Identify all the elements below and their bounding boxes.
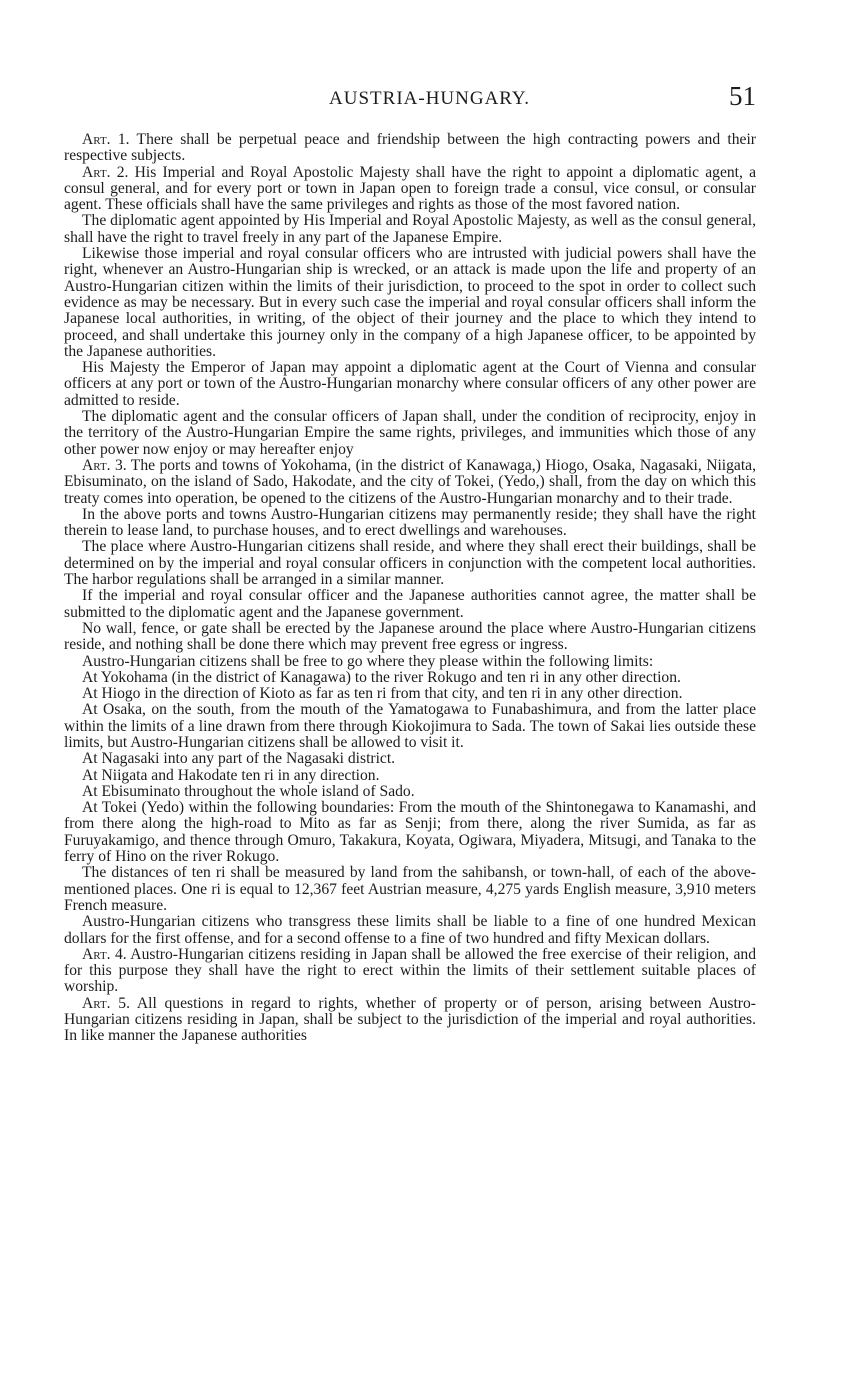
paragraph bbox=[64, 914, 756, 947]
paragraph bbox=[64, 621, 756, 654]
paragraph-text: The distances of ten ri shall be measured by land from the sahibansh, or town-hall, of each of the above-mentioned places. One ri is equal to 12,367 feet Austrian measure, 4,275 yards English measure, 3,910 meters French measure. bbox=[64, 864, 756, 914]
paragraph bbox=[64, 132, 756, 165]
paragraph bbox=[64, 670, 756, 686]
paragraph bbox=[64, 588, 756, 621]
paragraph-text: At Hiogo in the direction of Kioto as far as ten ri from that city, and ten ri in any other direction. bbox=[82, 685, 683, 703]
paragraph bbox=[64, 784, 756, 800]
paragraph bbox=[64, 686, 756, 702]
article-label: Art. 4. bbox=[82, 945, 127, 963]
paragraph-text: All questions in regard to rights, whether of property or of person, arising between Austro-Hungarian citizens residing in Japan, shall be subject to the jurisdiction of the imperial and royal authorities. In like manner the Japanese authorities bbox=[64, 994, 756, 1045]
paragraph bbox=[64, 654, 756, 670]
paragraph bbox=[64, 947, 756, 996]
paragraph-text: Austro-Hungarian citizens residing in Japan shall be allowed the free exercise of their religion, and for this purpose they shall have the right to erect within the limits of their settlement suitable places of worship. bbox=[64, 945, 756, 996]
paragraph-text: If the imperial and royal consular officer and the Japanese authorities cannot agree, the matter shall be submitted to the diplomatic agent and the Japanese government. bbox=[64, 587, 756, 621]
paragraph-text: At Tokei (Yedo) within the following boundaries: From the mouth of the Shintonegawa to Kanamashi, and from there along the high-road to Mito as far as Senji; from there, along the river Sumida, as far as Furuyakamigo, and thence through Omuro, Takakura, Koyata, Ogiwara, Miyadera, Mitsugi, and Tanaka to the ferry of Hino on the river Rokugo. bbox=[64, 799, 756, 866]
paragraph bbox=[64, 865, 756, 914]
paragraph-text: The diplomatic agent and the consular officers of Japan shall, under the condition of reciprocity, enjoy in the territory of the Austro-Hungarian Empire the same rights, privileges, and immunities which those of any other power now enjoy or may hereafter enjoy bbox=[64, 408, 756, 458]
page-title: AUSTRIA-HUNGARY. bbox=[329, 88, 530, 109]
paragraph bbox=[64, 458, 756, 507]
treaty-text bbox=[64, 132, 756, 1045]
paragraph-text: The ports and towns of Yokohama, (in the district of Kanawaga,) Hiogo, Osaka, Nagasaki, Niigata, Ebisuminato, on the island of Sado, Hakodate, and the city of Tokei, (Yedo,) shall, from the day on which this treaty comes into operation, be opened to the citizens of the Austro-Hungarian monarchy and to their trade. bbox=[64, 456, 756, 507]
paragraph-text: At Osaka, on the south, from the mouth of the Yamatogawa to Funabashimura, and from the latter place within the limits of a line drawn from there through Kiokojimura to Sada. The town of Sakai lies outside these limits, but Austro-Hungarian citizens shall be allowed to visit it. bbox=[64, 701, 756, 751]
paragraph bbox=[64, 409, 756, 458]
paragraph bbox=[64, 702, 756, 751]
article-label: Art. 1. bbox=[82, 131, 130, 148]
running-head bbox=[0, 81, 859, 112]
paragraph-text: The place where Austro-Hungarian citizens shall reside, and where they shall erect their buildings, shall be determined on by the imperial and royal consular officers in conjunction with the competent local authorities. The harbor regulations shall be arranged in a similar manner. bbox=[64, 538, 756, 589]
paragraph bbox=[64, 996, 756, 1045]
paragraph bbox=[64, 507, 756, 540]
paragraph-text: His Imperial and Royal Apostolic Majesty shall have the right to appoint a diplomatic agent, a consul general, and for every port or town in Japan open to foreign trade a consul, vice consul, or consular agent. These officials shall have the same privileges and rights as those of the most favored nation. bbox=[64, 163, 756, 214]
paragraph-text: In the above ports and towns Austro-Hungarian citizens may permanently reside; they shall have the right therein to lease land, to purchase houses, and to erect dwellings and warehouses. bbox=[64, 505, 756, 540]
paragraph-text: No wall, fence, or gate shall be erected by the Japanese around the place where Austro-Hungarian citizens reside, and nothing shall be done there which may prevent free egress or ingress. bbox=[64, 619, 756, 654]
paragraph-text: At Niigata and Hakodate ten ri in any direction. bbox=[82, 766, 380, 784]
paragraph-text: At Nagasaki into any part of the Nagasaki district. bbox=[82, 750, 396, 768]
paragraph-text: Austro-Hungarian citizens who transgress these limits shall be liable to a fine of one hundred Mexican dollars for the first offense, and for a second offense to a fine of two hundred and fifty Mexican dollars. bbox=[64, 913, 756, 947]
article-label: Art. 5. bbox=[82, 994, 130, 1012]
paragraph bbox=[64, 539, 756, 588]
paragraph bbox=[64, 800, 756, 865]
paragraph bbox=[64, 165, 756, 214]
paragraph-text: Austro-Hungarian citizens shall be free to go where they please within the following limits: bbox=[82, 652, 654, 670]
paragraph-text: His Majesty the Emperor of Japan may appoint a diplomatic agent at the Court of Vienna and consular officers at any port or town of the Austro-Hungarian monarchy where consular officers of any other power are admitted to reside. bbox=[64, 359, 756, 409]
page-number: 51 bbox=[729, 81, 756, 111]
paragraph bbox=[64, 246, 756, 360]
paragraph bbox=[64, 360, 756, 409]
paragraph bbox=[64, 751, 756, 767]
paragraph bbox=[64, 213, 756, 246]
paragraph-text: The diplomatic agent appointed by His Imperial and Royal Apostolic Majesty, as well as the consul general, shall have the right to travel freely in any part of the Japanese Empire. bbox=[64, 212, 756, 246]
paragraph-text: At Yokohama (in the district of Kanagawa) to the river Rokugo and ten ri in any other direction. bbox=[82, 668, 681, 686]
paragraph-text: There shall be perpetual peace and friendship between the high contracting powers and their respective subjects. bbox=[64, 131, 756, 165]
paragraph-text: Likewise those imperial and royal consular officers who are intrusted with judicial powers shall have the right, whenever an Austro-Hungarian ship is wrecked, or an attack is made upon the life and property of an Austro-Hungarian citizen within the limits of their jurisdiction, to proceed to the spot in order to collect such evidence as may be necessary. But in every such case the imperial and royal consular officers shall inform the Japanese local authorities, in writing, of the object of their journey and the place to which they intend to proceed, and shall undertake this journey only in the company of a high Japanese officer, to be appointed by the Japanese authorities. bbox=[64, 245, 756, 360]
paragraph bbox=[64, 768, 756, 784]
paragraph-text: At Ebisuminato throughout the whole island of Sado. bbox=[82, 782, 415, 800]
article-label: Art. 3. bbox=[82, 456, 127, 474]
article-label: Art. 2. bbox=[82, 163, 129, 181]
